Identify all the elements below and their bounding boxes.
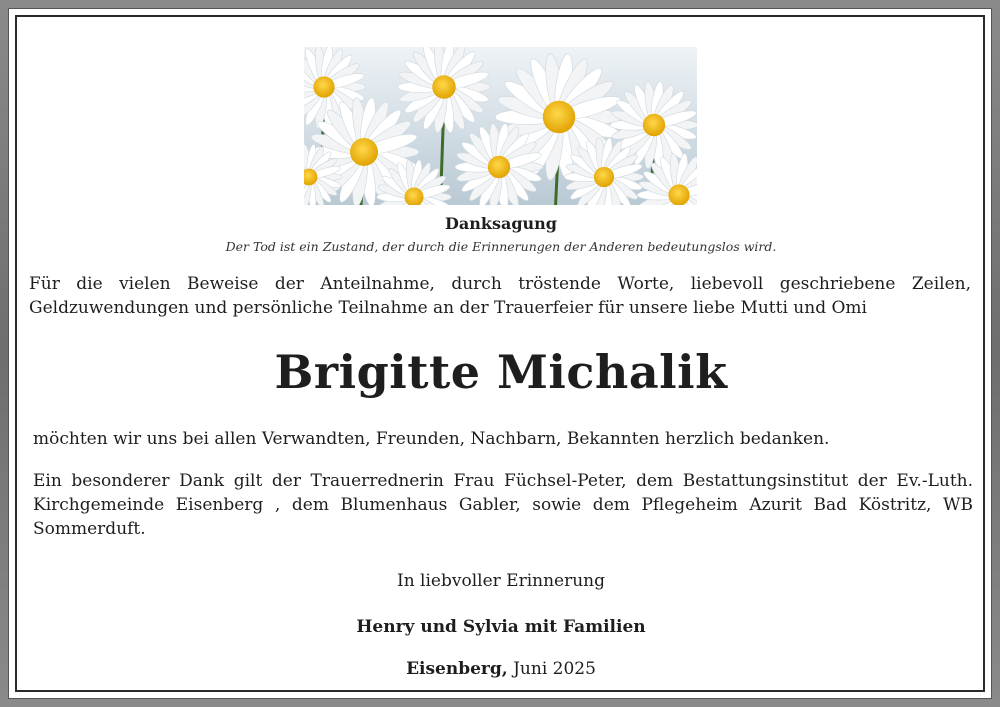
notice-title: Danksagung — [445, 214, 557, 233]
special-thanks-paragraph: Ein besonderer Dank gilt der Trauerrednerin Frau Füchsel-Peter, dem Bestattungsinstitut der Ev.-Luth. Kirchgemeinde Eisenberg , dem Blumenhaus Gabler, sowie dem Pflegeheim Azurit Bad Köstritz, WB Sommerduft. — [33, 471, 973, 539]
deceased-name: Brigitte Michalik — [274, 345, 728, 399]
date: Juni 2025 — [513, 659, 596, 679]
intro-paragraph: Für die vielen Beweise der Anteilnahme, durch tröstende Worte, liebevoll geschriebene Zeilen, Geldzuwendungen und persönliche Teilnahme an der Trauerfeier für unsere liebe Mutti und Omi — [29, 274, 971, 318]
daisies-icon — [304, 47, 697, 205]
place: Eisenberg, — [406, 659, 508, 679]
family-signature: Henry und Sylvia mit Familien — [356, 617, 646, 637]
obituary-notice — [8, 8, 992, 699]
thanks-paragraph: möchten wir uns bei allen Verwandten, Freunden, Nachbarn, Bekannten herzlich bedanken. — [33, 429, 830, 449]
place-date-line — [9, 659, 993, 679]
closing-line: In liebvoller Erinnerung — [396, 571, 606, 591]
notice-quote: Der Tod ist ein Zustand, der durch die Erinnerungen der Anderen bedeutungslos wird. — [225, 239, 777, 254]
daisies-photo — [304, 47, 697, 205]
